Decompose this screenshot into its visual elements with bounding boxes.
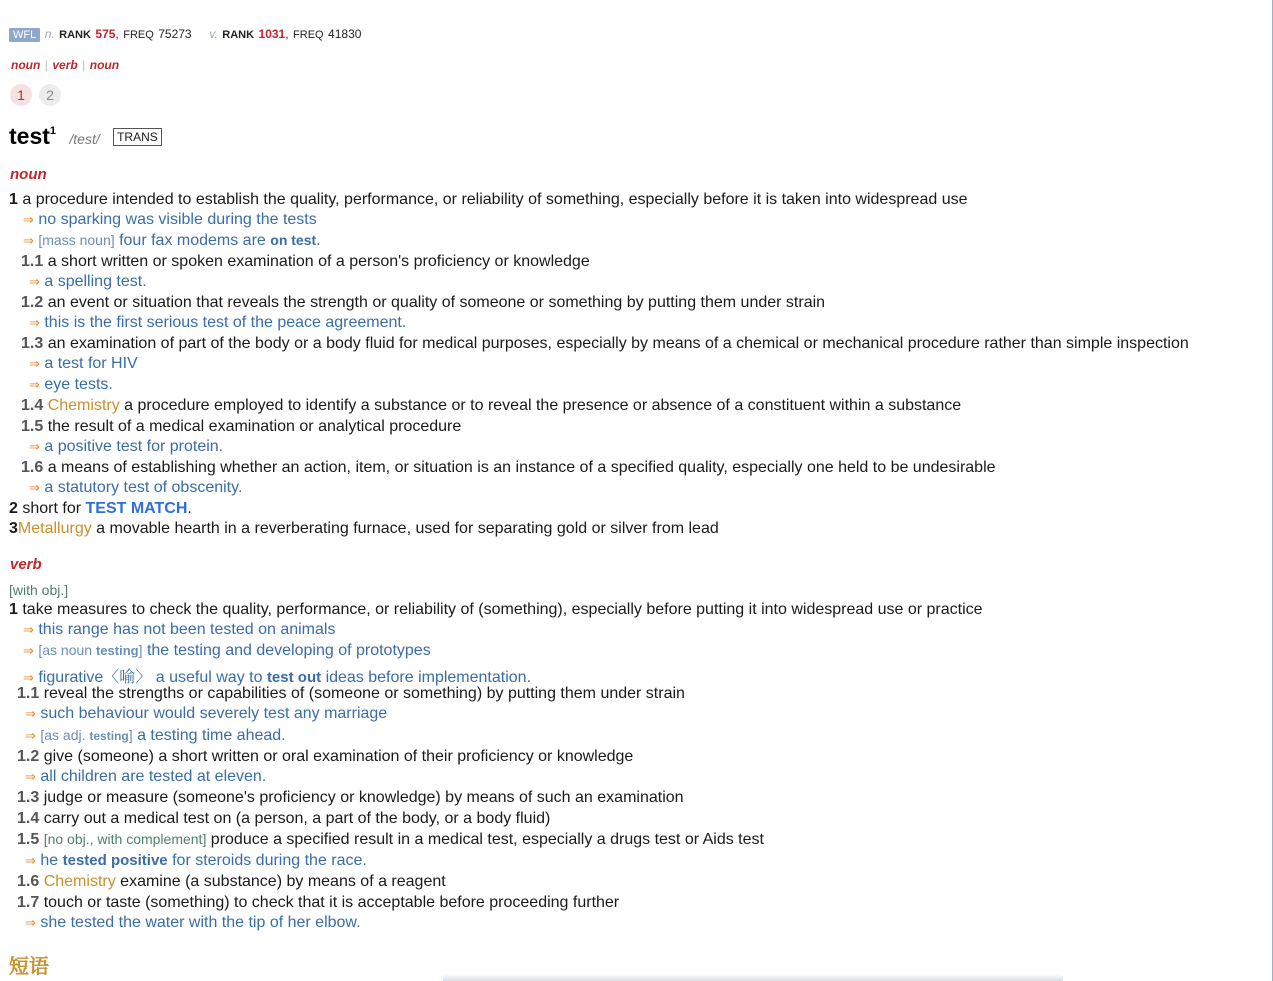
pos-heading-noun: noun — [10, 166, 47, 183]
pos-tab-noun[interactable]: noun — [11, 58, 41, 72]
homograph-button-1[interactable]: 1 — [10, 84, 32, 106]
sense-number: 1.6 — [21, 459, 44, 476]
wfl-noun-pos: n. — [44, 27, 55, 41]
arrow-icon: ⇒ — [29, 377, 40, 392]
wfl-verb-rank-label: RANK — [222, 29, 255, 41]
noun-sense-1-3 — [21, 335, 1189, 353]
pronunciation: /test/ — [69, 131, 100, 147]
sense-number: 1.2 — [17, 748, 40, 765]
definition: judge or measure (someone's proficiency or knowledge) by means of such an examination — [43, 789, 684, 806]
sense-number: 1.3 — [17, 789, 40, 806]
example: ⇒ a spelling test. — [29, 273, 147, 290]
definition: carry out a medical test on (a person, a part of the body, or a body fluid) — [43, 810, 551, 827]
arrow-icon: ⇒ — [29, 480, 40, 495]
arrow-icon: ⇒ — [29, 274, 40, 289]
arrow-icon: ⇒ — [23, 622, 34, 637]
arrow-icon: ⇒ — [23, 233, 34, 248]
noun-sense-1 — [9, 191, 967, 209]
arrow-icon: ⇒ — [29, 356, 40, 371]
verb-sense-1-3 — [17, 789, 684, 807]
verb-sense-1-7 — [17, 894, 619, 912]
sense-number: 1.1 — [21, 253, 44, 270]
noun-sense-3 — [9, 520, 719, 538]
arrow-icon: ⇒ — [23, 670, 34, 685]
definition: a short written or spoken examination of a person's proficiency or knowledge — [47, 253, 590, 270]
noun-sense-1-6 — [21, 459, 996, 477]
definition: an examination of part of the body or a body fluid for medical purposes, especially by means of a chemical or mechanical procedure rather than simple inspection — [47, 335, 1189, 352]
definition: touch or taste (something) to check that it is acceptable before proceeding further — [43, 894, 620, 911]
example: ⇒ [as noun testing] the testing and developing of prototypes — [23, 642, 431, 659]
verb-sense-1-2 — [17, 748, 633, 766]
homograph-button-2[interactable]: 2 — [39, 84, 61, 106]
wfl-noun-freq-label: FREQ — [123, 29, 154, 41]
entry-header — [9, 123, 162, 150]
definition: examine (a substance) by means of a reagent — [120, 873, 446, 890]
noun-sense-1-1 — [21, 253, 590, 271]
example: ⇒ a statutory test of obscenity. — [29, 479, 243, 496]
example: ⇒ she tested the water with the tip of her elbow. — [25, 914, 361, 931]
wfl-verb-freq: 41830 — [328, 27, 362, 41]
example: ⇒ eye tests. — [29, 376, 113, 393]
example: ⇒ no sparking was visible during the tests — [23, 211, 317, 228]
grammar-note: [with obj.] — [9, 582, 69, 598]
arrow-icon: ⇒ — [29, 439, 40, 454]
noun-sense-1-5 — [21, 418, 461, 436]
pos-heading-verb: verb — [10, 556, 42, 573]
arrow-icon: ⇒ — [25, 706, 36, 721]
register-label: figurative〈喻〉 — [38, 669, 152, 686]
subject-label: Chemistry — [43, 873, 116, 890]
phrases-heading: 短语 — [9, 956, 49, 978]
sense-number: 1.4 — [17, 810, 40, 827]
definition: a procedure employed to identify a substance or to reveal the presence or absence of a constituent within a substance — [124, 397, 962, 414]
sense-number: 1.6 — [17, 873, 40, 890]
example: ⇒ he tested positive for steroids during the race. — [25, 852, 367, 869]
wfl-row: WFL n. RANK 575, FREQ 75273 v. RANK 1031, FREQ 41830 — [9, 25, 361, 43]
noun-sense-1-2 — [21, 294, 825, 312]
noun-sense-2: 2 short for TEST MATCH. — [9, 500, 192, 517]
arrow-icon: ⇒ — [25, 728, 36, 743]
definition: the result of a medical examination or analytical procedure — [47, 418, 462, 435]
pos-tab-bar: noun | verb | noun — [11, 58, 120, 72]
noun-sense-1-4 — [21, 397, 961, 415]
sense-number: 2 — [9, 500, 18, 517]
definition: an event or situation that reveals the strength or quality of someone or something by putting them under strain — [47, 294, 826, 311]
sense-number: 1.2 — [21, 294, 44, 311]
wfl-verb-pos: v. — [209, 27, 218, 41]
verb-sense-1-1 — [17, 685, 685, 703]
grammar-note: [as adj. testing] — [40, 727, 133, 743]
example: ⇒ [mass noun] four fax modems are on test. — [23, 232, 321, 249]
sense-number: 1 — [9, 601, 18, 618]
subject-label: Metallurgy — [17, 520, 92, 537]
wfl-noun-freq: 75273 — [158, 27, 192, 41]
pos-tab-verb[interactable]: verb — [52, 58, 78, 72]
subject-label: Chemistry — [47, 397, 120, 414]
verb-sense-1-4 — [17, 810, 550, 828]
grammar-note: [mass noun] — [38, 232, 115, 248]
definition: a procedure intended to establish the quality, performance, or reliability of something, especially before it is taken into widespread use — [22, 191, 968, 208]
definition: reveal the strengths or capabilities of (someone or something) by putting them under strain — [43, 685, 685, 702]
wfl-noun-rank: 575 — [95, 27, 116, 41]
example: ⇒ this range has not been tested on animals — [23, 621, 336, 638]
cross-reference-link[interactable]: TEST MATCH — [85, 500, 188, 517]
example: ⇒ [as adj. testing] a testing time ahead. — [25, 727, 286, 744]
wfl-verb-freq-label: FREQ — [293, 29, 324, 41]
example: ⇒ a test for HIV — [29, 355, 138, 372]
arrow-icon: ⇒ — [23, 212, 34, 227]
grammar-note: [no obj., with complement] — [43, 831, 207, 847]
sense-number: 1.1 — [17, 685, 40, 702]
definition: a movable hearth in a reverberating furnace, used for separating gold or silver from lead — [96, 520, 719, 537]
sense-number: 1.3 — [21, 335, 44, 352]
example: ⇒ a positive test for protein. — [29, 438, 224, 455]
definition: produce a specified result in a medical test, especially a drugs test or Aids test — [210, 831, 764, 848]
wfl-verb-rank: 1031 — [258, 27, 286, 41]
wfl-badge: WFL — [9, 28, 40, 42]
homograph-number: 1 — [49, 125, 57, 137]
wfl-noun-rank-label: RANK — [59, 29, 91, 41]
sense-number: 1.4 — [21, 397, 44, 414]
headword: test — [9, 123, 50, 149]
example: ⇒ such behaviour would severely test any marriage — [25, 705, 388, 722]
sense-number: 1.7 — [17, 894, 40, 911]
definition: a means of establishing whether an action, item, or situation is an instance of a specified quality, especially one held to be undesirable — [47, 459, 996, 476]
trans-button[interactable]: TRANS — [113, 128, 162, 146]
arrow-icon: ⇒ — [23, 643, 34, 658]
horizontal-scrollbar[interactable] — [443, 974, 1063, 981]
verb-sense-1-6 — [17, 873, 446, 891]
sense-number: 1.5 — [17, 831, 40, 848]
arrow-icon: ⇒ — [25, 915, 36, 930]
arrow-icon: ⇒ — [29, 315, 40, 330]
verb-sense-1-5 — [17, 831, 764, 849]
verb-sense-1 — [9, 601, 983, 619]
example: ⇒ figurative〈喻〉 a useful way to test out ideas before implementation. — [23, 669, 532, 686]
arrow-icon: ⇒ — [25, 769, 36, 784]
grammar-note: [as noun testing] — [38, 642, 143, 658]
sense-number: 1 — [9, 191, 18, 208]
sense-number: 1.5 — [21, 418, 44, 435]
example: ⇒ this is the first serious test of the peace agreement. — [29, 314, 407, 331]
sense-number: 3 — [9, 520, 18, 537]
pos-tab-noun-2[interactable]: noun — [89, 58, 120, 72]
definition: take measures to check the quality, performance, or reliability of (something), especially before putting it into widespread use or practice — [22, 601, 983, 618]
example: ⇒ all children are tested at eleven. — [25, 768, 267, 785]
definition: give (someone) a short written or oral examination of their proficiency or knowledge — [43, 748, 634, 765]
arrow-icon: ⇒ — [25, 853, 36, 868]
